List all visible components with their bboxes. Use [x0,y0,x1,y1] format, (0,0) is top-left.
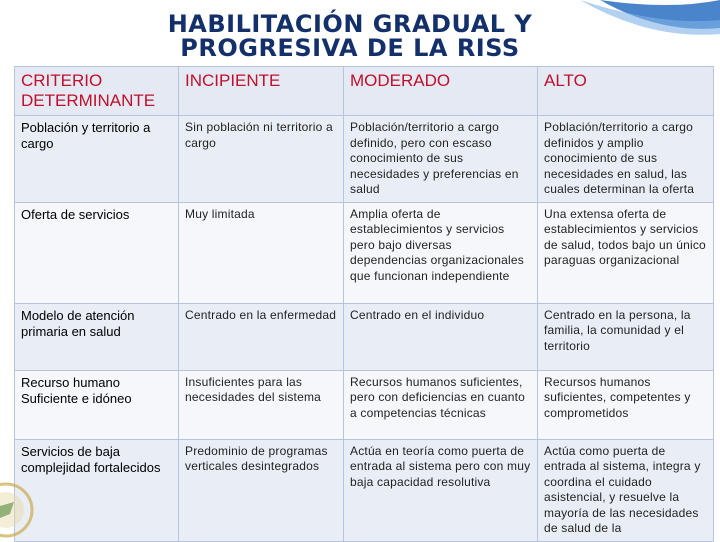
alto-cell: Actúa como puerta de entrada al sistema, integra y coordina el cuidado asistencial, y resuelve la mayoría de las necesidades de salud de la [538,439,714,541]
criterio-cell: Modelo de atención primaria en salud [15,303,179,370]
page-title-line-2: PROGRESIVA DE LA RISS [180,36,520,58]
moderado-cell: Población/territorio a cargo definido, pero con escaso conocimiento de sus necesidades y preferencias en salud [344,116,538,203]
criterio-cell: Oferta de servicios [15,202,179,303]
table-row [15,116,714,203]
header-moderado: MODERADO [344,67,538,116]
incipiente-cell: Centrado en la enfermedad [179,303,344,370]
moderado-cell: Actúa en teoría como puerta de entrada al sistema pero con muy baja capacidad resolutiva [344,439,538,541]
alto-cell: Población/territorio a cargo definidos y amplio conocimiento de sus necesidades en salud, las cuales determinan la oferta [538,116,714,203]
header-criterio: CRITERIO DETERMINANTE [15,67,179,116]
alto-cell: Centrado en la persona, la familia, la comunidad y el territorio [538,303,714,370]
header-alto: ALTO [538,67,714,116]
criterio-cell: Población y territorio a cargo [15,116,179,203]
page-title-line-1: HABILITACIÓN GRADUAL Y [167,10,533,38]
moderado-cell: Recursos humanos suficientes, pero con deficiencias en cuanto a competencias técnicas [344,370,538,439]
incipiente-cell: Insuficientes para las necesidades del sistema [179,370,344,439]
table-row [15,370,714,439]
table-header-row [15,67,714,116]
incipiente-cell: Predominio de programas verticales desintegrados [179,439,344,541]
page-title [0,12,700,58]
moderado-cell: Amplia oferta de establecimientos y servicios pero bajo diversas dependencias organizacionales que funcionan independiente [344,202,538,303]
seal-logo-icon [0,476,40,540]
alto-cell: Una extensa oferta de establecimientos y servicios de salud, todos bajo un único paraguas organizacional [538,202,714,303]
moderado-cell: Centrado en el individuo [344,303,538,370]
table-row [15,303,714,370]
criterio-cell: Recurso humano Suficiente e idóneo [15,370,179,439]
incipiente-cell: Muy limitada [179,202,344,303]
riss-criteria-table [14,66,714,542]
alto-cell: Recursos humanos suficientes, competentes y comprometidos [538,370,714,439]
header-incipiente: INCIPIENTE [179,67,344,116]
table-row [15,439,714,541]
table-row [15,202,714,303]
criterio-cell: Servicios de baja complejidad fortalecidos [15,439,179,541]
incipiente-cell: Sin población ni territorio a cargo [179,116,344,203]
